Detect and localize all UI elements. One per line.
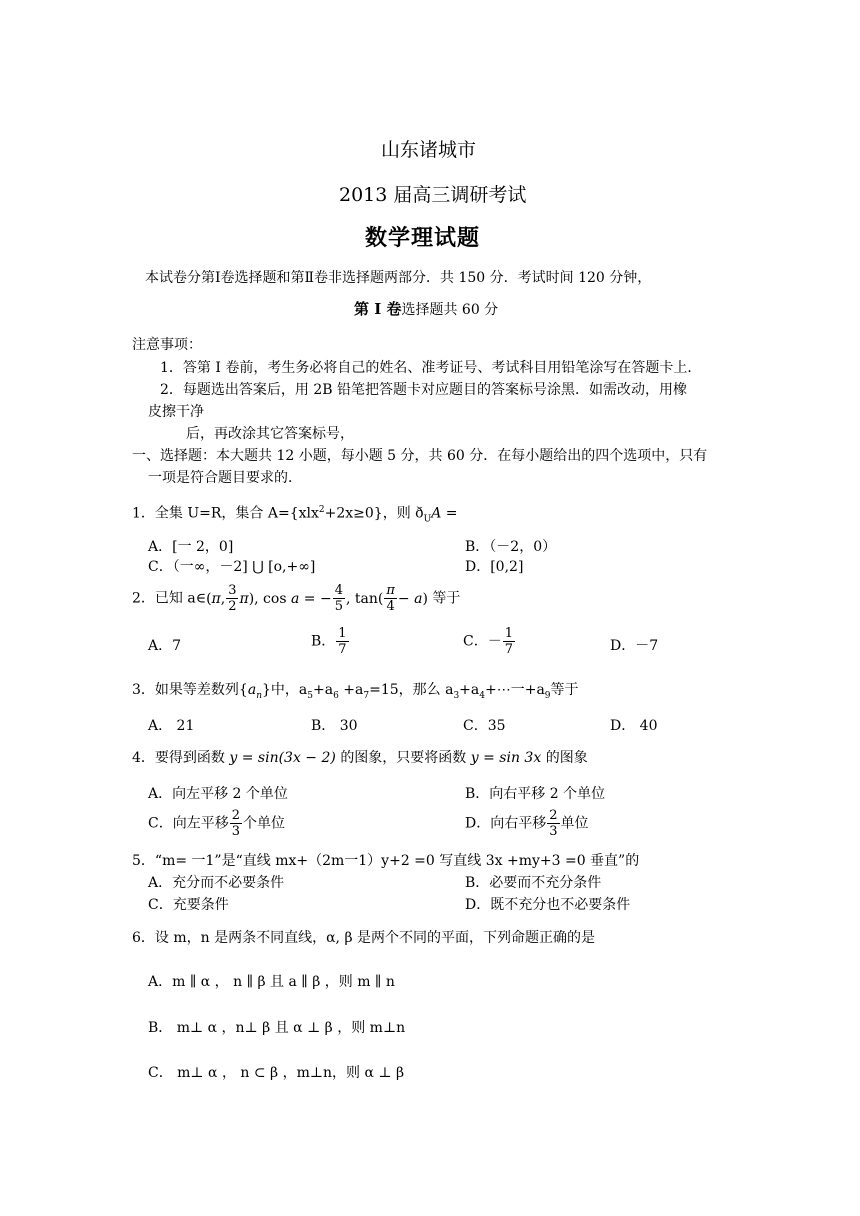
- q2-stem-tail: 等于: [432, 590, 461, 607]
- q5-option-a: A．充分而不必要条件: [148, 875, 285, 891]
- q3-option-b: B． 30: [311, 718, 358, 734]
- q4-stem-c: 的图象: [545, 750, 588, 766]
- q4-d-pre: D．向右平移: [465, 815, 547, 832]
- q4-formula-2: y = sin 3x: [470, 750, 542, 766]
- q2-option-d: D．－7: [610, 638, 659, 654]
- q6-stem: 6．设 m，n 是两条不同直线，α, β 是两个不同的平面，下列命题正确的是: [132, 930, 595, 946]
- q4-d-post: 单位: [560, 815, 589, 832]
- note-2-cont: 皮擦干净: [148, 404, 204, 420]
- notes-label: 注意事项：: [132, 337, 202, 353]
- q4-option-c: C．向左平移 $\frac{2}{3}$ 个单位: [148, 808, 285, 839]
- q3-option-d: D． 40: [610, 718, 658, 734]
- q1-sub: U: [423, 514, 432, 525]
- q4-option-a: A．向左平移 2 个单位: [148, 786, 288, 802]
- q1-stem-c: A =: [431, 505, 458, 522]
- q3-stem-a: 3．如果等差数列: [132, 682, 239, 698]
- q2-formula: (π, $\frac{3}{2}$ π), cos a = − $\frac{4}{5}$ , tan( $\frac{\pi}{4}$ − a): [206, 583, 428, 614]
- part-label: 第 Ⅰ 卷: [354, 300, 402, 318]
- header-exam: 2013 届高三调研考试: [339, 184, 527, 206]
- page-title: 数学理试题: [365, 225, 481, 251]
- q5-option-c: C．充要条件: [148, 897, 229, 913]
- section-heading: 一、选择题：本大题共 12 小题，每小题 5 分，共 60 分．在每小题给出的四个选项中，只有: [132, 448, 708, 464]
- q3-stem-b: 中，a: [270, 682, 308, 698]
- q2-stem: [132, 583, 460, 614]
- q4-stem-b: 的图象，只要将函数: [340, 750, 467, 766]
- q5-option-b: B．必要而不充分条件: [465, 875, 602, 891]
- q3-stem-d: 等于: [550, 682, 579, 698]
- q2-option-c: C．－ $\frac{1}{7}$: [463, 626, 513, 657]
- q2-c-label: C．－: [463, 633, 502, 650]
- q6-option-c: C． m⊥ α ， n ⊂ β ，m⊥n，则 α ⊥ β: [148, 1065, 405, 1081]
- q6-option-b: B． m⊥ α ，n⊥ β 且 α ⊥ β ，则 m⊥n: [148, 1020, 406, 1036]
- q1-stem-b: +2x≥0}，则 ð: [324, 505, 424, 522]
- q3-option-a: A． 21: [148, 718, 195, 734]
- q4-option-d: D．向右平移 $\frac{2}{3}$ 单位: [465, 808, 589, 839]
- q1-option-c: C．（一∞，－2] ⋃ [o,+∞]: [148, 559, 316, 575]
- part-desc: 选择题共 60 分: [401, 302, 499, 318]
- part-heading: [354, 299, 498, 320]
- q1-option-b: B．（－2，0）: [465, 539, 557, 555]
- q2-option-a: A．7: [148, 638, 182, 654]
- q3-stem-c: 那么 a: [412, 682, 454, 698]
- section-heading-cont: 一项是符合题目要求的．: [148, 470, 302, 486]
- q3-option-c: C．35: [463, 718, 506, 734]
- q2-option-b: B． $\frac{1}{7}$: [311, 626, 347, 657]
- header-school: 山东诸城市: [381, 139, 477, 161]
- q5-stem: 5．“m= 一1”是“直线 mx+（2m一1）y+2 =0 写直线 3x +my+3 =0 垂直”的: [132, 853, 640, 869]
- q4-stem: [132, 748, 588, 768]
- q6-option-a: A．m ∥ α ， n ∥ β 且 a ∥ β ，则 m ∥ n: [148, 974, 395, 990]
- note-1: 1．答第 I 卷前，考生务必将自己的姓名、准考证号、考试科目用铅笔涂写在答题卡上．: [160, 360, 702, 376]
- q4-formula-1: y = sin(3x − 2): [229, 750, 336, 766]
- q1-option-a: A．[一 2，0]: [148, 539, 234, 555]
- q5-option-d: D．既不充分也不必要条件: [465, 897, 631, 913]
- q4-c-pre: C．向左平移: [148, 815, 229, 832]
- note-2: 2．每题选出答案后，用 2B 铅笔把答题卡对应题目的答案标号涂黑．如需改动，用橡: [160, 382, 688, 398]
- q1-option-d: D．[0,2]: [465, 559, 524, 575]
- note-2-cont2: 后，再改涂其它答案标号，: [186, 426, 354, 442]
- q3-seq: $\{a_n\}$: [238, 682, 271, 701]
- q4-stem-a: 4．要得到函数: [132, 750, 225, 766]
- q4-option-b: B．向右平移 2 个单位: [465, 786, 606, 802]
- q1-stem: [132, 500, 458, 529]
- intro-text: 本试卷分第Ⅰ卷选择题和第Ⅱ卷非选择题两部分．共 150 分．考试时间 120 分钟，: [145, 270, 652, 286]
- q2-b-label: B．: [311, 633, 336, 650]
- q4-c-post: 个单位: [243, 815, 285, 832]
- q2-stem-a: 2．已知 a∈: [132, 590, 207, 607]
- q3-stem: 3．如果等差数列$\{a_n\}$中，$a_5+a_6 +a_7=15$，那么 $a_3+a_4+\cdots$一$+a_9$等于: [132, 682, 579, 701]
- q1-stem-a: 1．全集 U=R，集合 A={xlx: [132, 505, 319, 522]
- q1-sup: 2: [318, 505, 325, 515]
